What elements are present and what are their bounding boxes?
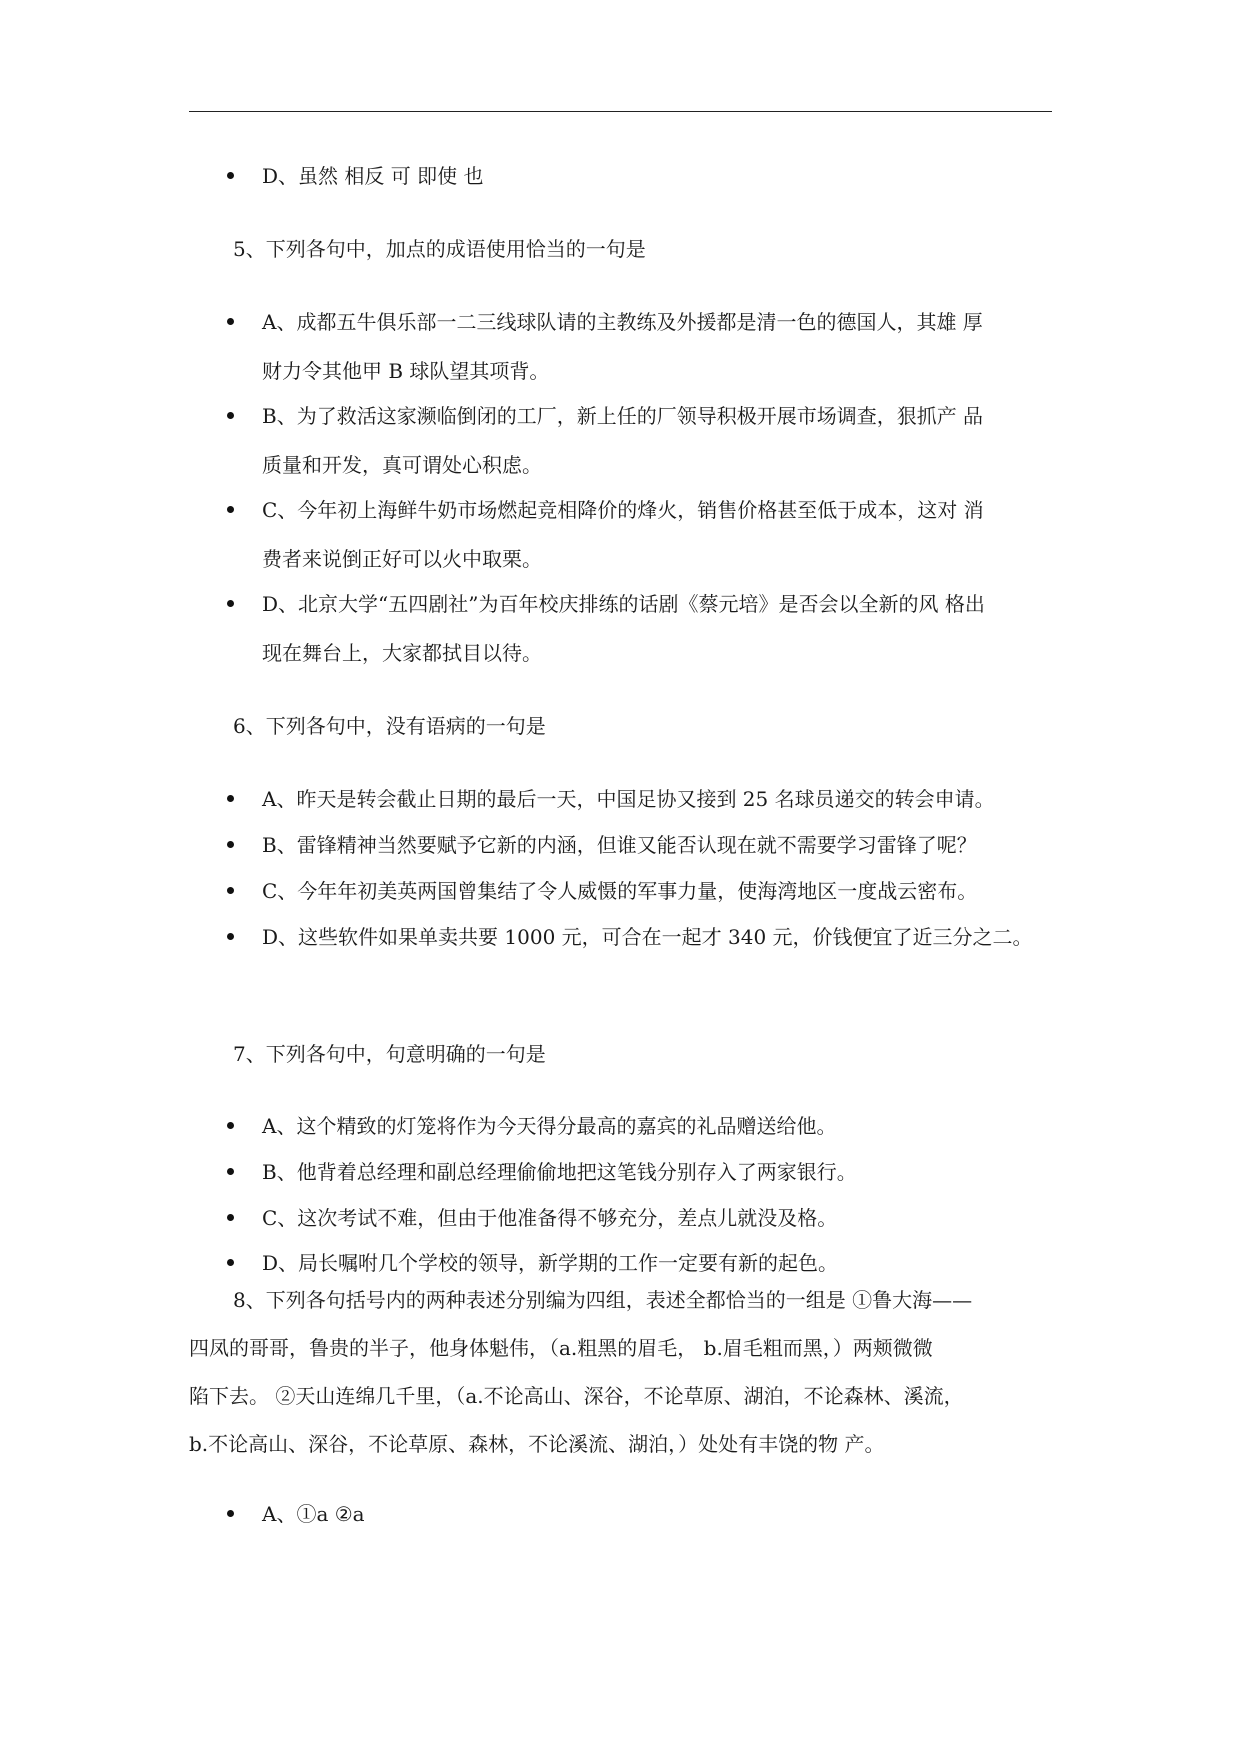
bullet-icon	[227, 412, 234, 419]
q6-stem: 6、下列各句中，没有语病的一句是	[233, 714, 546, 738]
q7-option-a: A、这个精致的灯笼将作为今天得分最高的嘉宾的礼品赠送给他。	[262, 1114, 837, 1138]
q7-option-c: C、这次考试不难，但由于他准备得不够充分，差点儿就没及格。	[262, 1206, 838, 1230]
q5-stem: 5、下列各句中，加点的成语使用恰当的一句是	[233, 237, 646, 261]
q5-option-b-line2: 质量和开发，真可谓处心积虑。	[262, 453, 542, 477]
q5-option-b-line1: B、为了救活这家濒临倒闭的工厂，新上任的厂领导积极开展市场调查，狠抓产 品	[262, 404, 984, 428]
q6-option-d: D、这些软件如果单卖共要 1000 元，可合在一起才 340 元，价钱便宜了近三分之二。	[262, 925, 1033, 949]
bullet-icon	[227, 172, 234, 179]
header-rule	[189, 111, 1052, 112]
q5-option-a-line2: 财力令其他甲 B 球队望其项背。	[262, 359, 550, 383]
bullet-icon	[227, 1122, 234, 1129]
bullet-icon	[227, 841, 234, 848]
q8-stem-line3: 陷下去。 ②天山连绵几千里，（a.不论高山、深谷，不论草原、湖泊，不论森林、溪流，	[189, 1384, 964, 1408]
bullet-icon	[227, 1510, 234, 1517]
q8-stem-line1: 8、下列各句括号内的两种表述分别编为四组，表述全都恰当的一组是 ①鲁大海——	[233, 1288, 973, 1312]
q6-option-c: C、今年年初美英两国曾集结了令人威慑的军事力量，使海湾地区一度战云密布。	[262, 879, 978, 903]
q5-option-c-line1: C、今年初上海鲜牛奶市场燃起竞相降价的烽火，销售价格甚至低于成本，这对 消	[262, 498, 984, 522]
q8-stem-line4: b.不论高山、深谷，不论草原、森林，不论溪流、湖泊，）处处有丰饶的物 产。	[189, 1432, 885, 1456]
q7-stem: 7、下列各句中，句意明确的一句是	[233, 1042, 546, 1066]
q5-option-d-line2: 现在舞台上，大家都拭目以待。	[262, 641, 542, 665]
bullet-icon	[227, 600, 234, 607]
bullet-icon	[227, 506, 234, 513]
q8-stem-line2: 四凤的哥哥，鲁贵的半子，他身体魁伟，（a.粗黑的眉毛， b.眉毛粗而黑，）两颊微微	[189, 1336, 933, 1360]
bullet-icon	[227, 1168, 234, 1175]
q7-option-b: B、他背着总经理和副总经理偷偷地把这笔钱分别存入了两家银行。	[262, 1160, 857, 1184]
q7-option-d: D、局长嘱咐几个学校的领导，新学期的工作一定要有新的起色。	[262, 1251, 839, 1275]
q5-option-c-line2: 费者来说倒正好可以火中取栗。	[262, 547, 542, 571]
q4-option-d: D、虽然 相反 可 即使 也	[262, 164, 484, 188]
bullet-icon	[227, 1259, 234, 1266]
q8-option-a: A、①a ②a	[262, 1502, 365, 1526]
q5-option-d-line1: D、北京大学“五四剧社”为百年校庆排练的话剧《蔡元培》是否会以全新的风 格出	[262, 592, 985, 616]
q5-option-a-line1: A、成都五牛俱乐部一二三线球队请的主教练及外援都是清一色的德国人，其雄 厚	[262, 310, 983, 334]
bullet-icon	[227, 887, 234, 894]
q6-option-b: B、雷锋精神当然要赋予它新的内涵，但谁又能否认现在就不需要学习雷锋了呢？	[262, 833, 977, 857]
bullet-icon	[227, 795, 234, 802]
bullet-icon	[227, 1214, 234, 1221]
bullet-icon	[227, 933, 234, 940]
q6-option-a: A、昨天是转会截止日期的最后一天，中国足协又接到 25 名球员递交的转会申请。	[262, 787, 995, 811]
bullet-icon	[227, 318, 234, 325]
